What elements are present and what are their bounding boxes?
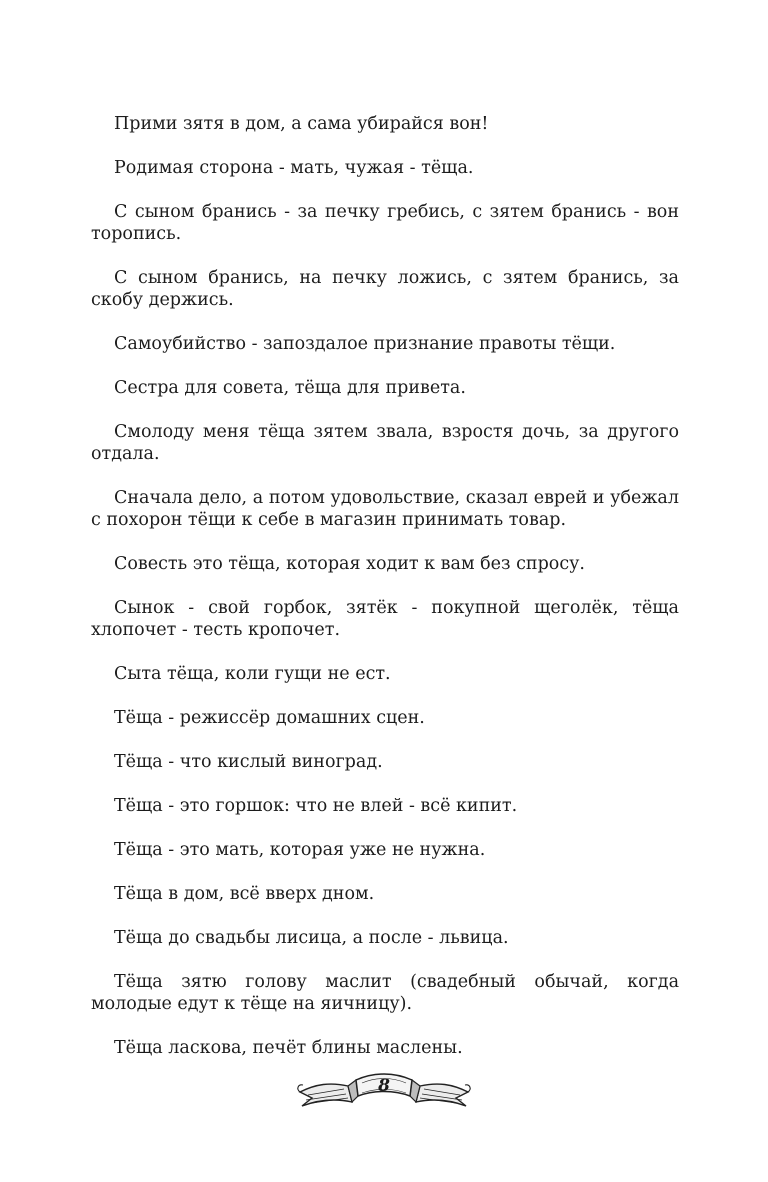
- proverb-paragraph: Тёща зятю голову маслит (свадебный обычай, когда молодые едут к тёще на яичницу).: [91, 972, 679, 1014]
- proverb-paragraph: Тёща ласкова, печёт блины маслены.: [114, 1038, 463, 1058]
- proverb-paragraph: Сестра для совета, тёща для привета.: [114, 378, 466, 398]
- proverb-paragraph: Тёща до свадьбы лисица, а после - львица.: [114, 928, 509, 948]
- proverb-paragraph: Сыта тёща, коли гущи не ест.: [114, 664, 391, 684]
- ribbon-banner-icon: [296, 1062, 472, 1114]
- proverb-paragraph: С сыном бранись - за печку гребись, с зятем бранись - вон торопись.: [91, 202, 679, 244]
- proverb-paragraph: Тёща - это мать, которая уже не нужна.: [114, 840, 486, 860]
- proverb-paragraph: Тёща - что кислый виноград.: [114, 752, 383, 772]
- proverb-paragraph: Сынок - свой горбок, зятёк - покупной щеголёк, тёща хлопочет - тесть кропочет.: [91, 598, 679, 640]
- proverb-paragraph: Родимая сторона - мать, чужая - тёща.: [114, 158, 474, 178]
- page-number-ribbon: [296, 1062, 472, 1114]
- proverb-paragraph: Самоубийство - запоздалое признание правоты тёщи.: [114, 334, 616, 354]
- proverb-paragraph: Тёща - режиссёр домашних сцен.: [114, 708, 425, 728]
- page-number: 8: [378, 1076, 390, 1096]
- proverb-paragraph: Тёща в дом, всё вверх дном.: [114, 884, 375, 904]
- proverbs-text: [91, 113, 679, 1081]
- proverb-paragraph: С сыном бранись, на печку ложись, с зятем бранись, за скобу держись.: [91, 268, 679, 310]
- proverb-paragraph: Прими зятя в дом, а сама убирайся вон!: [114, 114, 489, 134]
- proverb-paragraph: Сначала дело, а потом удовольствие, сказал еврей и убежал с похорон тёщи к себе в магазин принимать товар.: [91, 488, 679, 530]
- proverb-paragraph: Смолоду меня тёща зятем звала, взростя дочь, за другого отдала.: [91, 422, 679, 464]
- proverb-paragraph: Совесть это тёща, которая ходит к вам без спросу.: [114, 554, 585, 574]
- proverb-paragraph: Тёща - это горшок: что не влей - всё кипит.: [114, 796, 518, 816]
